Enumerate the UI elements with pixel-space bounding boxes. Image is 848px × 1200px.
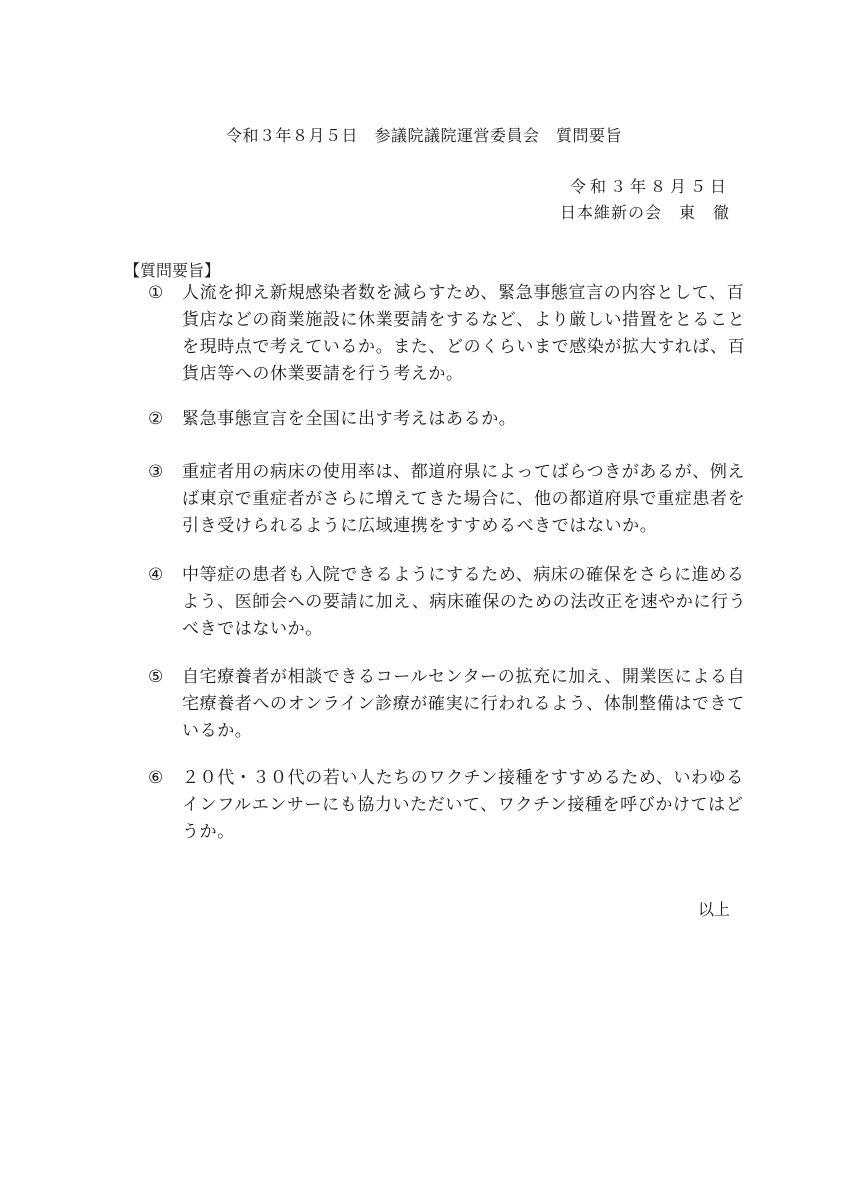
question-number: ⑥ — [148, 768, 164, 788]
question-line: 中等症の患者も入院できるようにするため、病床の確保をさらに進める — [182, 565, 745, 585]
question-line: 宅療養者へのオンライン診療が確実に行われるよう、体制整備はできて — [182, 694, 745, 714]
document-author: 日本維新の会 東 徹 — [559, 203, 730, 222]
question-line: ば東京で重症者がさらに増えてきた場合に、他の都道府県で重症患者を — [182, 489, 746, 509]
question-line: インフルエンサーにも協力いただいて、ワクチン接種を呼びかけてはど — [182, 795, 744, 815]
question-line: を現時点で考えているか。また、どのくらいまで感染が拡大すれば、百 — [182, 337, 746, 357]
closing-remark: 以上 — [697, 900, 730, 919]
question-text — [182, 562, 747, 643]
question-number: ③ — [148, 462, 164, 482]
question-line: ２０代・３０代の若い人たちのワクチン接種をすすめるため、いわゆる — [182, 768, 744, 788]
document-date: 令和３年８月５日 — [569, 177, 730, 196]
question-text — [182, 280, 746, 388]
question-line: 重症者用の病床の使用率は、都道府県によってばらつきがあるが、例え — [182, 462, 746, 482]
question-text — [182, 406, 738, 433]
document-meta — [560, 174, 730, 226]
question-text — [182, 765, 744, 846]
question-line: 自宅療養者が相談できるコールセンターの拡充に加え、開業医による自 — [182, 667, 746, 687]
section-heading: 【質問要旨】 — [124, 261, 221, 280]
question-line: いるか。 — [182, 721, 253, 741]
question-number: ④ — [148, 565, 164, 585]
question-number: ⑤ — [148, 667, 164, 687]
question-text — [182, 459, 746, 540]
question-line: 緊急事態宣言を全国に出す考えはあるか。 — [182, 409, 517, 429]
question-line: 貨店などの商業施設に休業要請をするなど、より厳しい措置をとること — [182, 310, 746, 330]
question-line: 人流を抑え新規感染者数を減らすため、緊急事態宣言の内容として、百 — [182, 283, 745, 303]
document-title: 令和３年８月５日 参議院議院運営委員会 質問要旨 — [225, 126, 622, 145]
question-number: ② — [148, 409, 164, 429]
question-line: べきではないか。 — [182, 619, 323, 639]
question-line: よう、医師会への要請に加え、病床確保のための法改正を速やかに行う — [182, 592, 747, 612]
question-line: 貨店等への休業要請を行う考えか。 — [182, 364, 464, 384]
question-line: うか。 — [182, 822, 235, 842]
question-line: 引き受けられるように広域連携をすすめるべきではないか。 — [182, 516, 658, 536]
question-text — [182, 664, 746, 745]
question-number: ① — [148, 283, 164, 303]
